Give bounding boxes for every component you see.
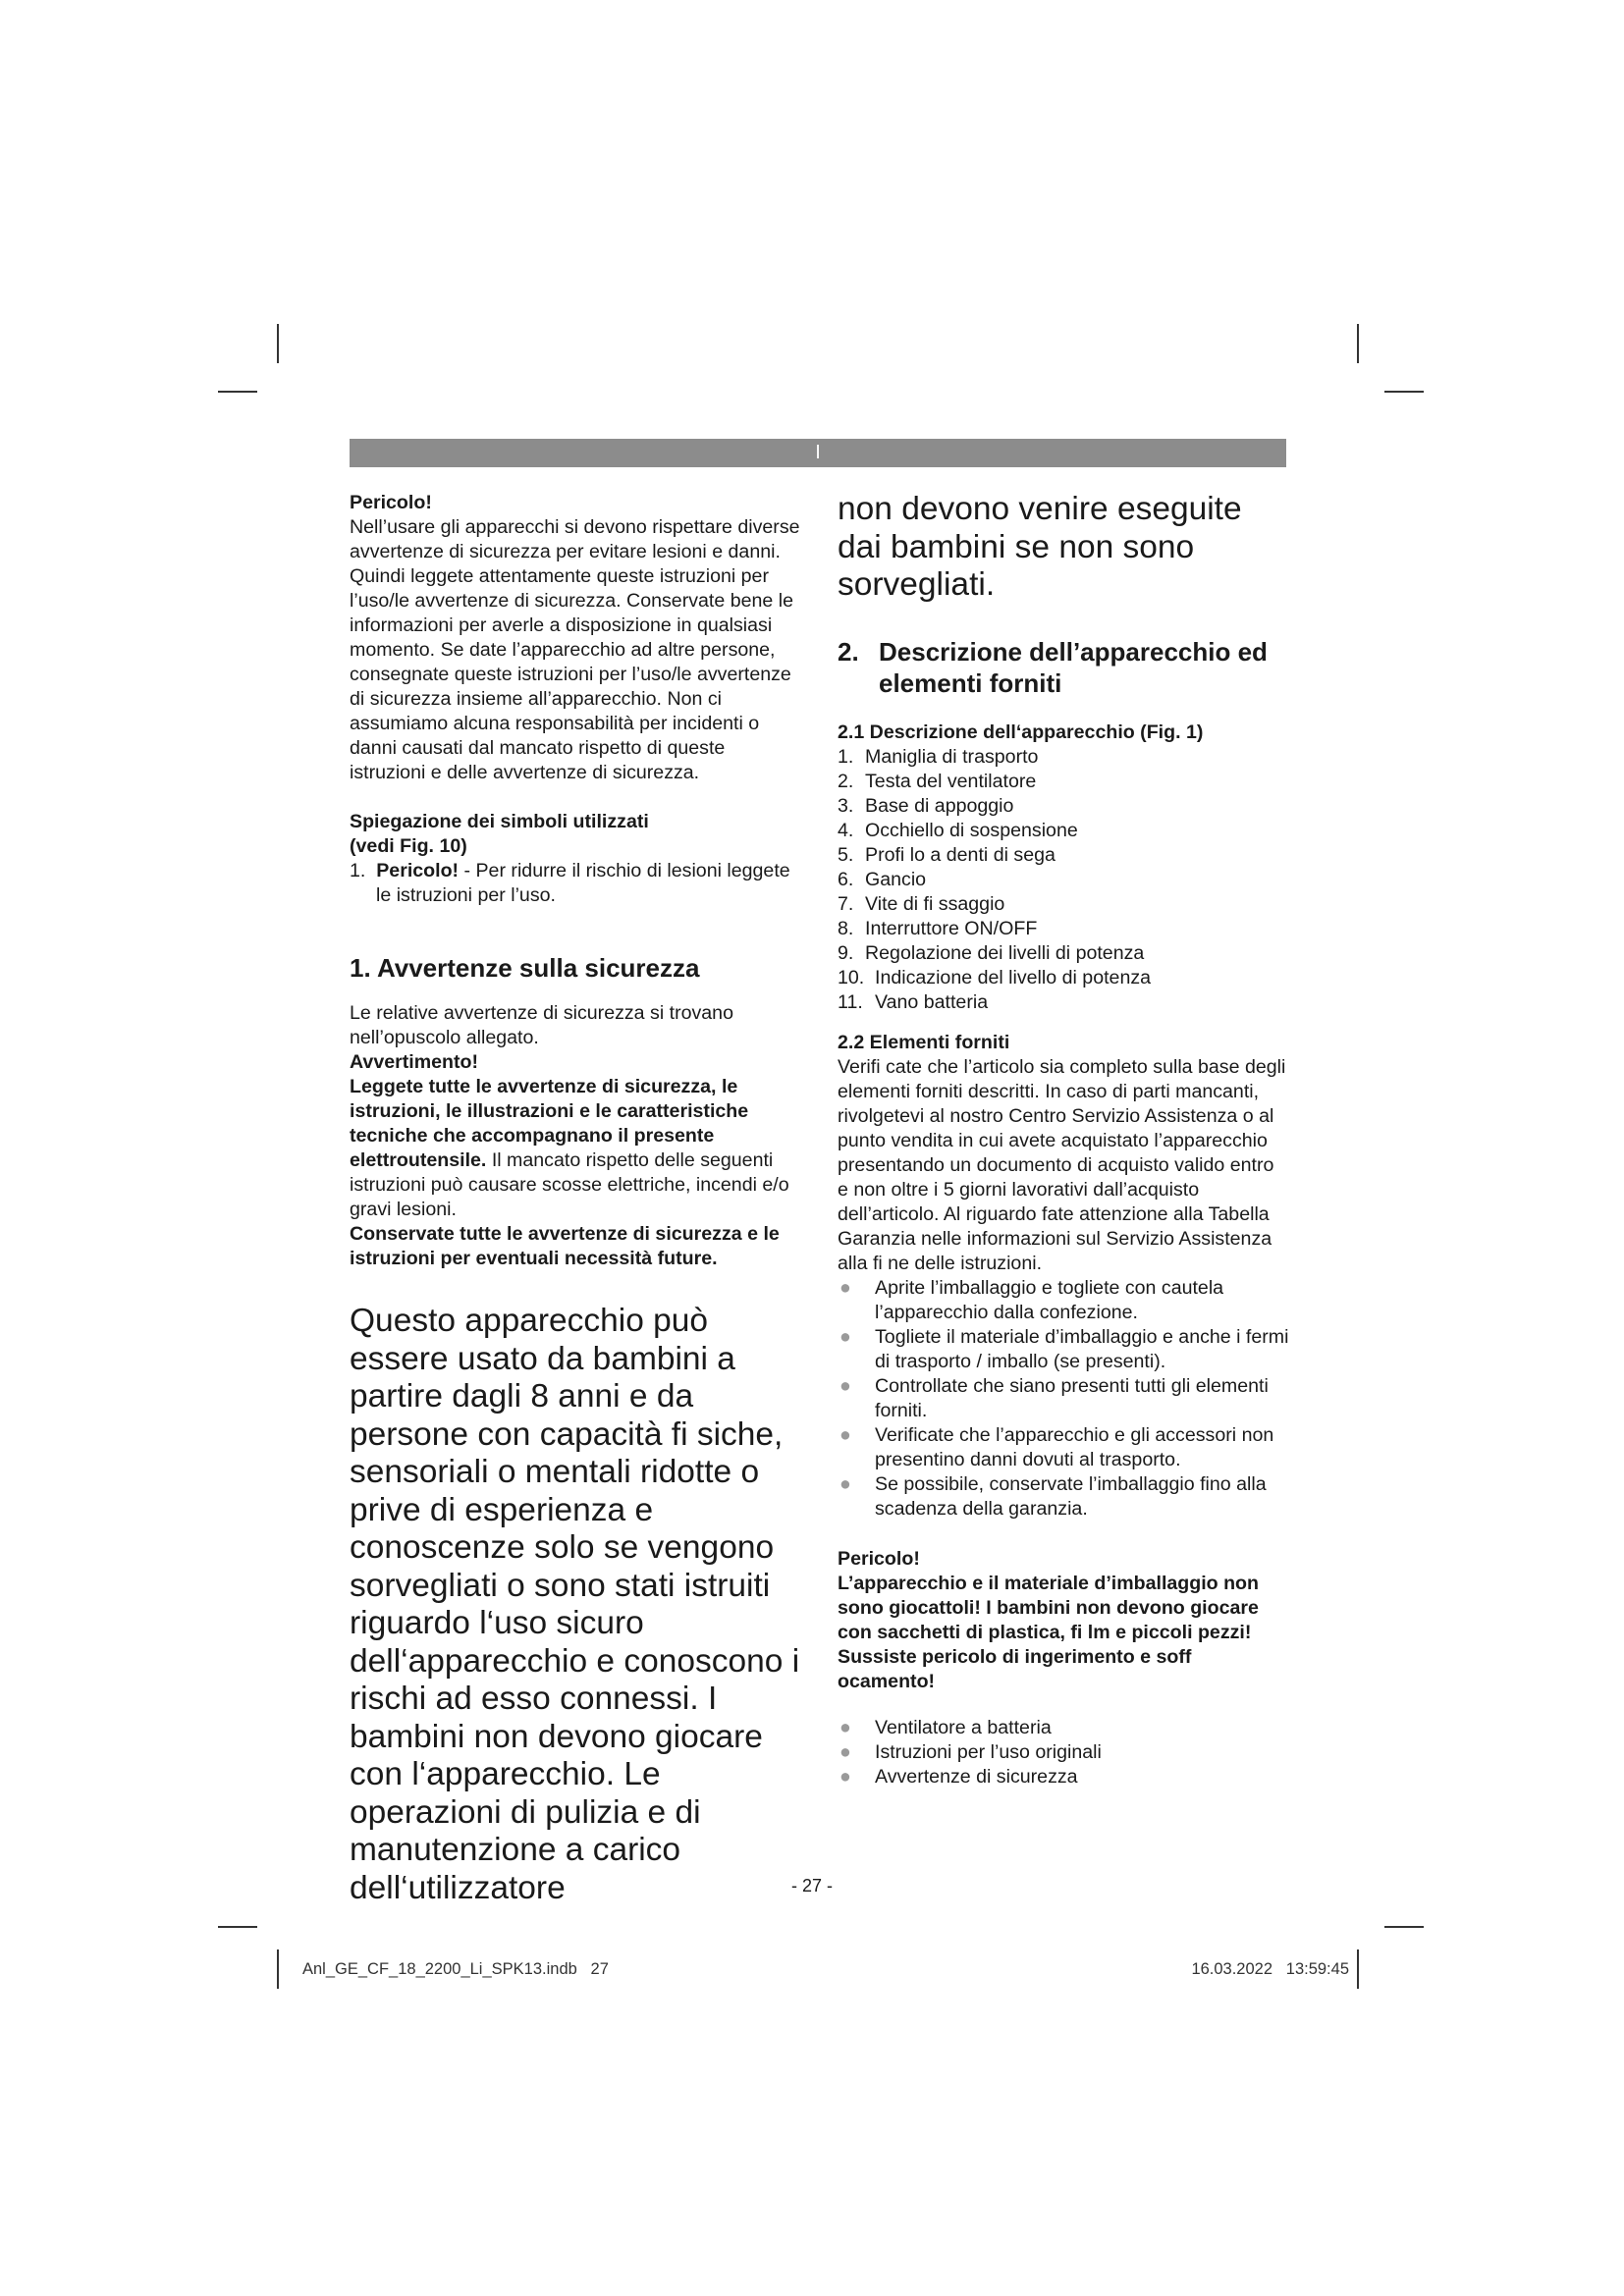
warning-bold: Leggete tutte le avvertenze di sicurezza, le istruzioni, le illustrazioni e le caratteristiche tecniche che accompagnano il presente elettroutensile. <box>350 1076 749 1171</box>
subsection-2-2-text: Verifi cate che l’articolo sia completo sulla base degli elementi forniti descritti. In caso di parti mancanti, rivolgetevi al nostro Centro Servizio Assistenza o al punto vendita in cui avete acquistato l’apparecchio presentando un documento di acquisto valido entro e non oltre i 5 giorni lavorativi dall’acquisto dell’articolo. Al riguardo fate attenzione alla Tabella Garanzia nelle informazioni sul Servizio Assistenza alla fi ne delle istruzioni. <box>838 1055 1286 1274</box>
crop-mark-bottom-right-horizontal <box>1384 1926 1424 1928</box>
left-column <box>350 491 803 1907</box>
symbols-title: Spiegazione dei simboli utilizzati <box>350 811 649 832</box>
symbols-item-text: - Per ridurre il rischio di lesioni leggete le istruzioni per l’uso. <box>376 860 790 906</box>
bullet-icon: ● <box>839 1374 851 1397</box>
danger-title: Pericolo! <box>350 492 432 513</box>
section-2-number: 2. <box>838 636 859 667</box>
list-item: ● Avvertenze di sicurezza <box>839 1765 1078 1788</box>
danger-title-2: Pericolo! <box>838 1547 920 1570</box>
bullet-icon: ● <box>839 1716 851 1738</box>
list-item: 9. Regolazione dei livelli di potenza <box>838 941 1145 964</box>
crop-mark-top-left-vertical <box>277 324 279 363</box>
children-notice-part-1: Questo apparecchio può essere usato da bambini a partire dagli 8 anni e da persone con capacità fi siche, sensoriali o mentali ridotte o prive di esperienza e conoscenze solo se vengono sorvegliati o sono stati istruiti riguardo l‘uso sicuro dell‘apparecchio e conoscono i rischi ad esso connessi. I bambini non devono giocare con l‘apparecchio. Le operazioni di pulizia e di manutenzione a carico dell‘utilizzatore <box>350 1303 800 1906</box>
footer-timestamp: 16.03.2022 13:59:45 <box>1191 1960 1349 1978</box>
unpacking-steps <box>838 1276 1289 1522</box>
footer-file-name: Anl_GE_CF_18_2200_Li_SPK13.indb 27 <box>302 1960 609 1978</box>
symbols-item-number: 1. <box>350 860 366 881</box>
list-item: 6. Gancio <box>838 868 927 890</box>
bullet-icon: ● <box>839 1325 851 1348</box>
symbols-reference: (vedi Fig. 10) <box>350 835 467 857</box>
crop-mark-top-left-horizontal <box>218 391 257 393</box>
section-2-title: Descrizione dell’apparecchio ed elementi forniti <box>879 636 1268 698</box>
danger-text: Nell’usare gli apparecchi si devono rispettare diverse avvertenze di sicurezza per evitare lesioni e danni. Quindi leggete attentamente queste istruzioni per l’uso/le avvertenze di sicurezza. Conservate bene le informazioni per averle a disposizione in qualsiasi momento. Se date l’apparecchio ad altre persone, consegnate queste istruzioni per l’uso/le avvertenze di sicurezza insieme all’apparecchio. Non ci assumiamo alcuna responsabilità per incidenti o danni causati dal mancato rispetto di queste istruzioni e delle avvertenze di sicurezza. <box>350 516 800 783</box>
supplied-items <box>838 1716 1289 1789</box>
list-item: 8. Interruttore ON/OFF <box>838 917 1038 939</box>
language-header-bar <box>350 439 1286 467</box>
list-item: 11. Vano batteria <box>838 990 989 1013</box>
crop-mark-bottom-left-horizontal <box>218 1926 257 1928</box>
list-item: ● Se possibile, conservate l’imballaggio fino alla scadenza della garanzia. <box>839 1472 1267 1520</box>
crop-mark-bottom-left-vertical <box>277 1949 279 1989</box>
language-marker: I <box>815 442 821 463</box>
bullet-icon: ● <box>839 1423 851 1446</box>
symbols-item <box>350 859 803 908</box>
section-1-intro: Le relative avvertenze di sicurezza si trovano nell’opuscolo allegato. <box>350 1002 733 1048</box>
bullet-icon: ● <box>839 1276 851 1299</box>
bullet-icon: ● <box>839 1472 851 1495</box>
crop-mark-bottom-right-vertical <box>1357 1949 1359 1989</box>
list-item: ● Aprite l’imballaggio e togliete con cautela l’apparecchio dalla confezione. <box>839 1276 1224 1323</box>
crop-mark-top-right-horizontal <box>1384 391 1424 393</box>
list-item: 1. Maniglia di trasporto <box>838 745 1039 768</box>
list-item: 2. Testa del ventilatore <box>838 770 1037 792</box>
list-item: ● Controllate che siano presenti tutti gli elementi forniti. <box>839 1374 1269 1421</box>
bullet-icon: ● <box>839 1765 851 1788</box>
list-item: 7. Vite di fi ssaggio <box>838 892 1005 915</box>
list-item: 10. Indicazione del livello di potenza <box>838 966 1152 988</box>
list-item: ● Istruzioni per l’uso originali <box>839 1740 1102 1763</box>
right-column <box>838 491 1289 1789</box>
parts-list <box>838 745 1289 1015</box>
subsection-2-1-title: 2.1 Descrizione dell‘apparecchio (Fig. 1) <box>838 721 1204 743</box>
section-2-heading <box>838 636 1289 699</box>
section-1-heading: 1. Avvertenze sulla sicurezza <box>350 953 700 983</box>
crop-mark-top-right-vertical <box>1357 324 1359 363</box>
warning-paragraph <box>350 1075 803 1222</box>
warning-text: Il mancato rispetto delle seguenti istruzioni può causare scosse elettriche, incendi e/o gravi lesioni. <box>350 1149 789 1220</box>
symbols-item-bold: Pericolo! <box>376 860 460 881</box>
children-notice-part-2: non devono venire eseguite dai bambini se non sono sorvegliati. <box>838 491 1242 603</box>
keep-instructions: Conservate tutte le avvertenze di sicurezza e le istruzioni per eventuali necessità future. <box>350 1223 780 1269</box>
list-item: 5. Profi lo a denti di sega <box>838 843 1056 866</box>
list-item: ● Verificate che l’apparecchio e gli accessori non presentino danni dovuti al trasporto. <box>839 1423 1274 1470</box>
list-item: 3. Base di appoggio <box>838 794 1014 817</box>
warning-title: Avvertimento! <box>350 1051 479 1073</box>
danger-text-2: L’apparecchio e il materiale d’imballaggio non sono giocattoli! I bambini non devono giocare con sacchetti di plastica, fi lm e piccoli pezzi! Sussiste pericolo di ingerimento e soff ocamento! <box>838 1572 1259 1692</box>
list-item: 4. Occhiello di sospensione <box>838 819 1078 841</box>
bullet-icon: ● <box>839 1740 851 1763</box>
list-item: ● Ventilatore a batteria <box>839 1716 1052 1738</box>
list-item: ● Togliete il materiale d’imballaggio e anche i fermi di trasporto / imballo (se presenti). <box>839 1325 1289 1372</box>
subsection-2-2-title: 2.2 Elementi forniti <box>838 1031 1010 1053</box>
page-number: - 27 - <box>790 1876 833 1896</box>
